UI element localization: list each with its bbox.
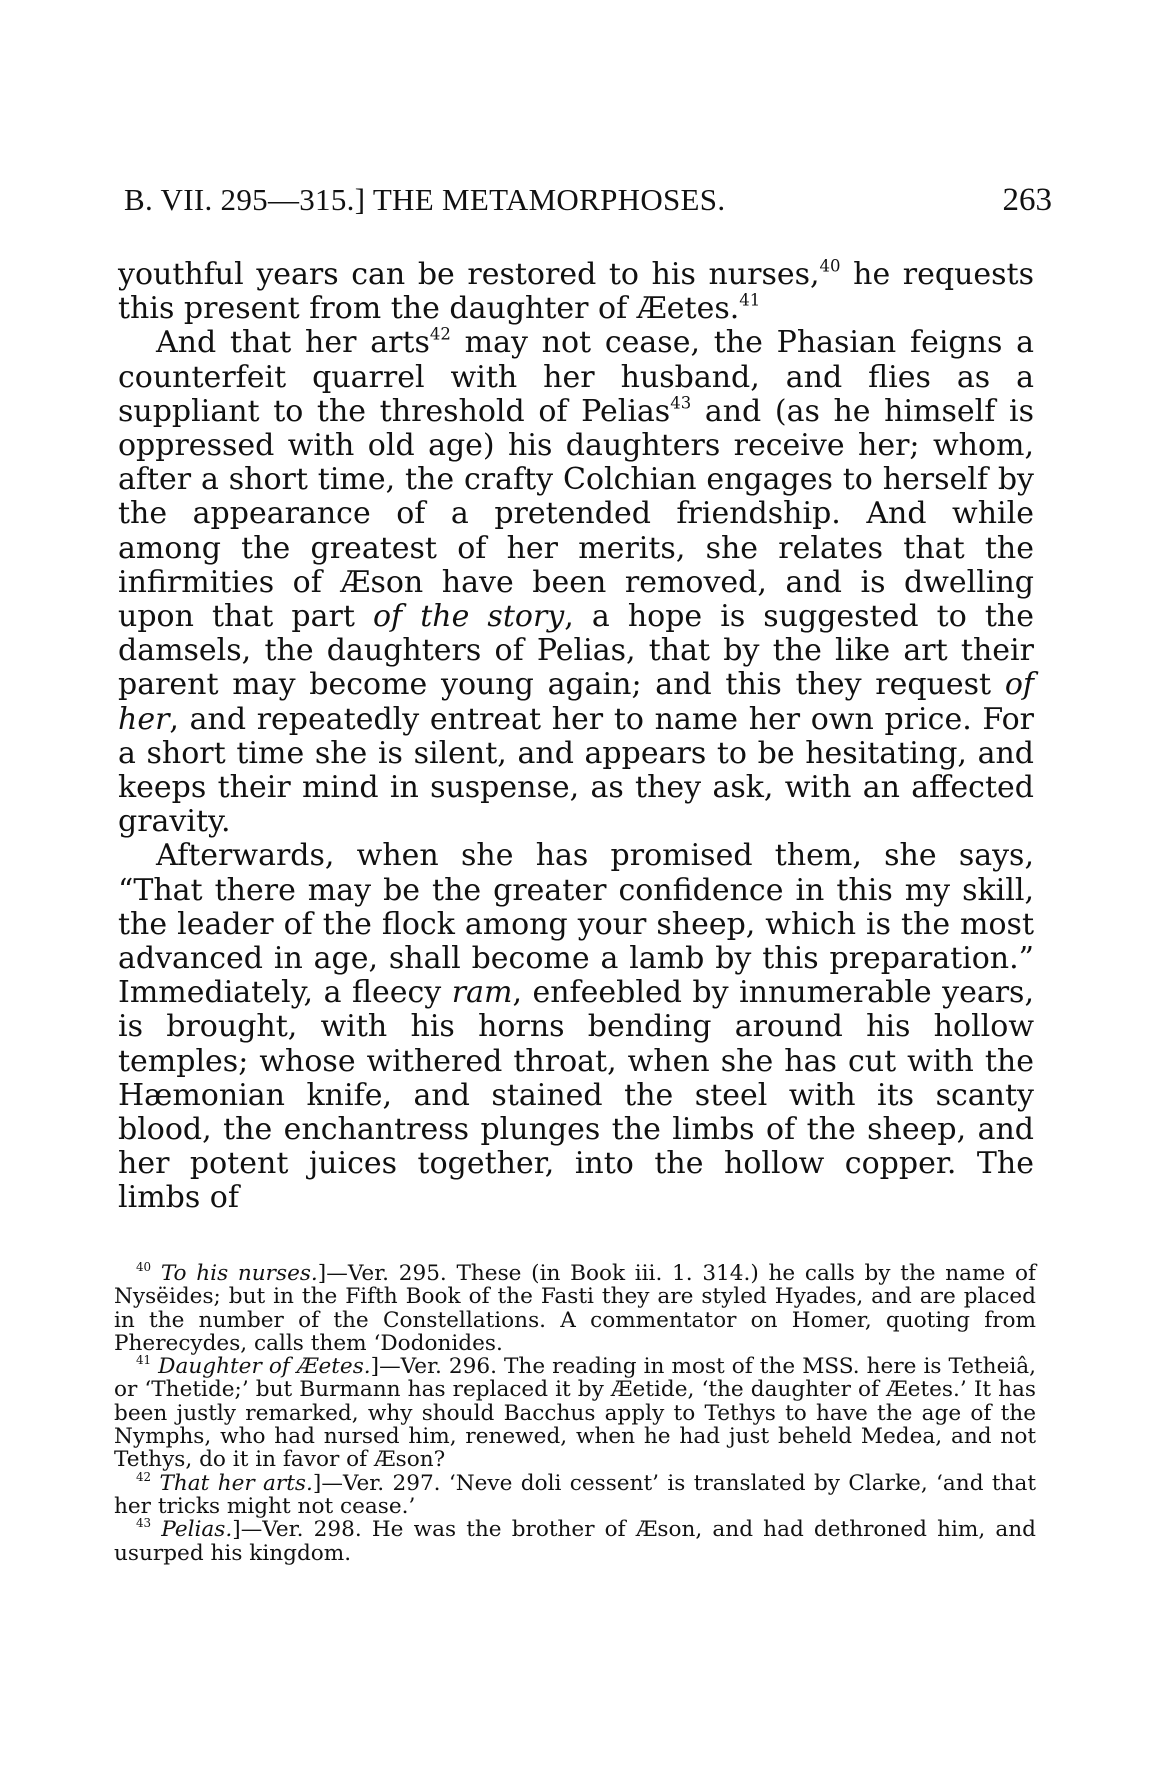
paragraph-phasian <box>118 326 1034 839</box>
footnote-number: 43 <box>136 1516 152 1531</box>
footnote-43 <box>114 1518 1036 1565</box>
page-header <box>124 182 1052 232</box>
footnote-label: Daughter of Æetes. <box>158 1354 371 1380</box>
footnote-number: 40 <box>136 1260 152 1275</box>
footnote-42 <box>114 1469 1037 1519</box>
footnote-number: 41 <box>136 1353 152 1368</box>
page-number: 263 <box>1002 182 1052 218</box>
footnote-number: 42 <box>136 1469 152 1484</box>
footnote-41 <box>114 1355 1036 1471</box>
footnote-label: That her arts. <box>159 1470 313 1496</box>
footnote-ref-42: 42 <box>429 325 451 345</box>
italic-run: of her <box>118 667 1034 737</box>
text-run: , enfeebled by innumerable years, is brought, with his horns bending around his hollow temples; whose withered throat, when she has cut with the Hæmonian knife, and stained the steel with its scanty blood, the enchantress plunges the limbs of the sheep, and her potent juices together, into the hollow copper. The limbs of <box>118 975 1034 1216</box>
main-text <box>118 258 1034 1216</box>
footnote-text: ]—Ver. 295. These (in Book iii. 1. 314.) he calls by the name of Nysëides; but in the Fifth Book of the Fasti they are styled Hyades, and are placed in the number of the Constellations. A commentator on Homer, quoting from Pherecydes, calls them ‘Dodonides. <box>114 1261 1036 1356</box>
text-run: and (as he himself is oppressed with old age) his daughters receive her; whom, after a short time, the crafty Colchian engages to herself by the appearance of a pretended friendship. And while among the greatest of her merits, she relates that the infirmities of Æson have been removed, and is dwelling upon that part <box>118 393 1034 635</box>
footnote-ref-43: 43 <box>670 393 692 413</box>
running-head: B. VII. 295—315.] THE METAMORPHOSES. <box>124 182 726 217</box>
footnotes <box>114 1262 1036 1565</box>
footnote-ref-40: 40 <box>819 256 841 276</box>
text-run: And that her arts <box>156 325 430 361</box>
footnote-text: ]—Ver. 298. He was the brother of Æson, and had dethroned him, and usurped his kingdom. <box>114 1517 1036 1566</box>
footnote-text: ]—Ver. 297. ‘Neve doli cessent’ is translated by Clarke, ‘and that her tricks might not cease.’ <box>114 1470 1037 1519</box>
italic-run: of the story <box>372 599 565 635</box>
text-run: Afterwards, when she has promised them, she says, “That there may be the greater confidence in this my skill, the leader of the flock among your sheep, which is the most advanced in age, shall become a lamb by this preparation.” Immediately, a fleecy <box>118 838 1034 1011</box>
paragraph-afterwards <box>118 839 1034 1215</box>
footnote-text: ]—Ver. 296. The reading in most of the MSS. here is Tetheiâ, or ‘Thetide;’ but Burmann has replaced it by Æetide, ‘the daughter of Æetes.’ It has been justly remarked, why should Bacchus apply to Tethys to have the age of the Nymphs, who had nursed him, renewed, when he had just beheld Medea, and not Tethys, do it in favor of Æson? <box>114 1354 1037 1473</box>
italic-run: ram <box>451 975 513 1011</box>
footnote-label: To his nurses. <box>160 1261 318 1286</box>
footnote-ref-41: 41 <box>739 290 761 310</box>
footnote-label: Pelias. <box>161 1517 233 1543</box>
text-run: , a hope is suggested to the damsels, the daughters of Pelias, that by the like art their parent may become young again; and this they request <box>118 599 1035 703</box>
text-run: may not cease, the Phasian feigns a counterfeit quarrel with her husband, and flies as a suppliant to the threshold of Pelias <box>118 325 1034 429</box>
text-run: he requests this present from the daughter of Æetes. <box>118 257 1035 327</box>
text-run: , and repeatedly entreat her to name her own price. For a short time she is silent, and appears to be hesitating, and keeps their mind in suspense, as they ask, with an affected gravity. <box>118 701 1034 840</box>
footnote-40 <box>114 1262 1036 1355</box>
paragraph-continued <box>118 258 1034 326</box>
text-run: youthful years can be restored to his nurses, <box>118 257 820 292</box>
